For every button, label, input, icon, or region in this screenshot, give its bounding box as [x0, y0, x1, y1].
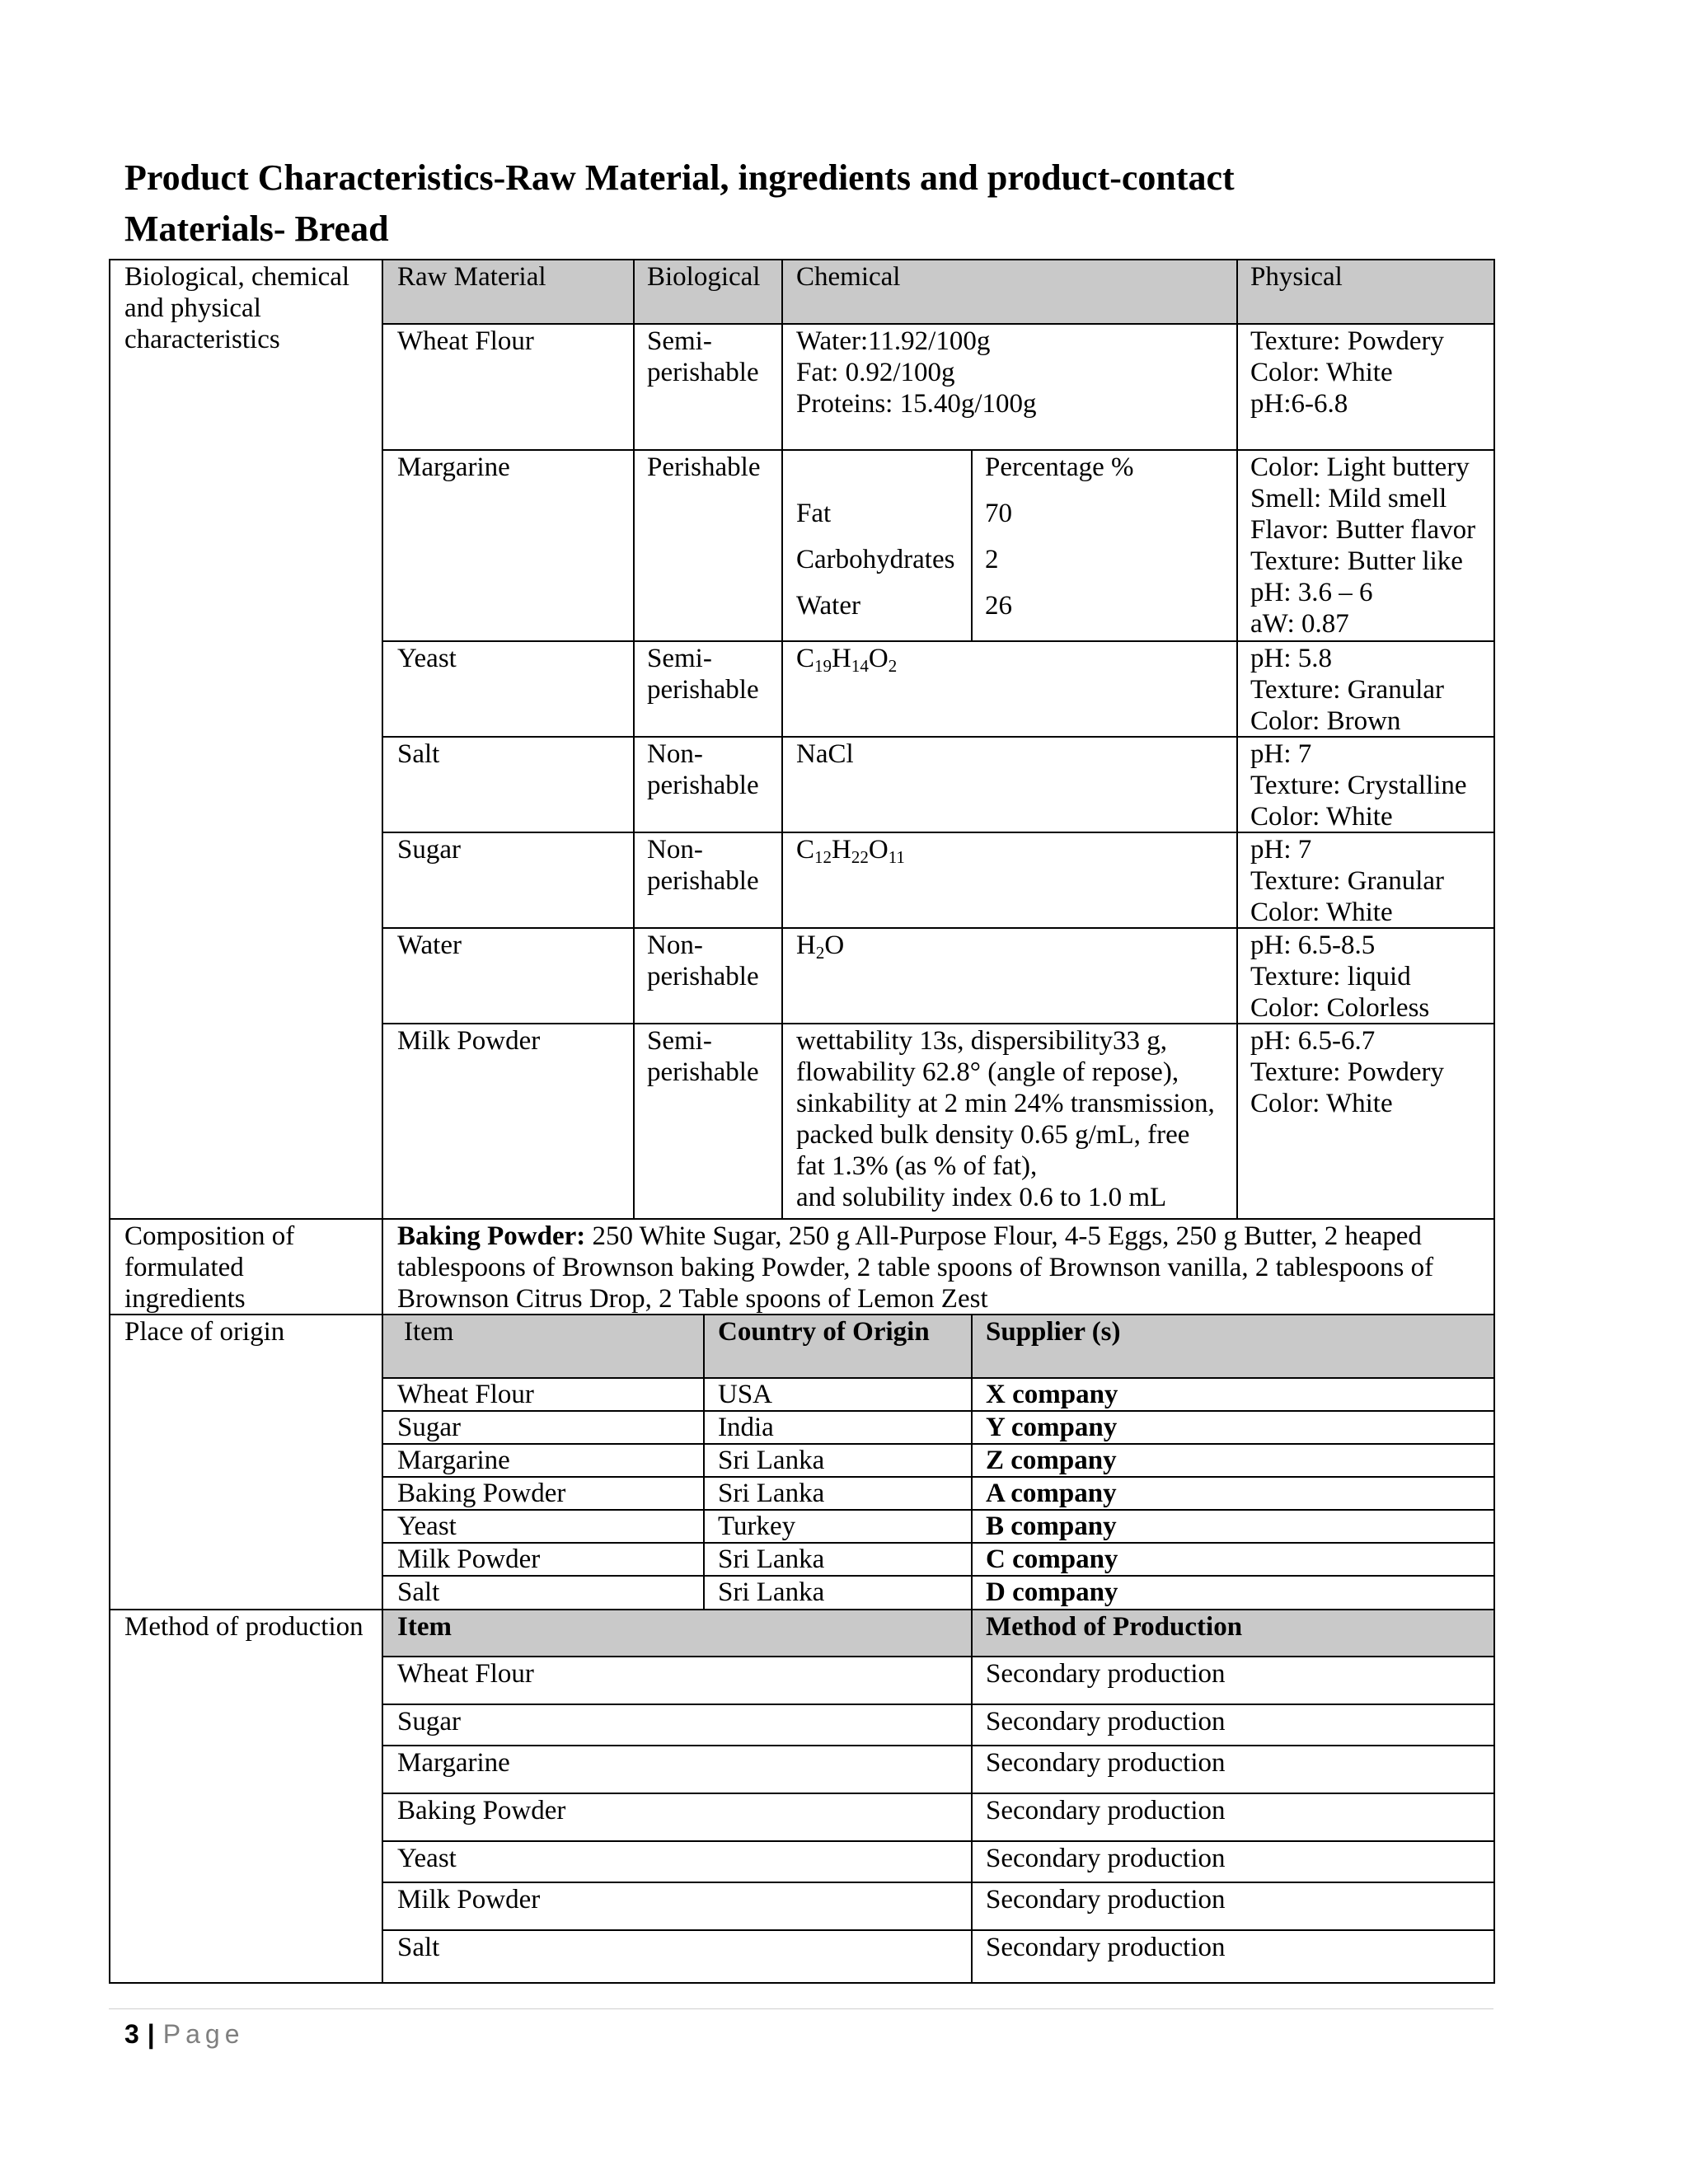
method-item: Sugar [397, 1707, 461, 1736]
margarine-carbohydrates-value: 2 [985, 545, 999, 574]
table-border-top [109, 259, 1495, 260]
section-label-method: Method of production [124, 1612, 363, 1642]
method-header-method: Method of Production [986, 1612, 1243, 1642]
method-value: Secondary production [986, 1933, 1226, 1962]
raw-row-biological: Non- perishable [647, 835, 759, 896]
method-row-divider [382, 1656, 1495, 1657]
raw-header-physical: Physical [1250, 262, 1343, 292]
raw-row-divider [382, 323, 1495, 325]
table-border-left [109, 259, 110, 1984]
composition-label: Baking Powder: [397, 1221, 586, 1251]
raw-row-biological: Perishable [647, 452, 761, 482]
method-header-item: Item [397, 1612, 452, 1642]
raw-row-chemical: NaCl [796, 739, 854, 769]
method-row-divider [382, 1704, 1495, 1705]
raw-row-chemical: Water:11.92/100g Fat: 0.92/100g Proteins: 15.40g/100g [796, 326, 1037, 419]
origin-country: Turkey [718, 1511, 796, 1541]
method-value: Secondary production [986, 1748, 1226, 1778]
origin-row-divider [382, 1410, 1495, 1412]
method-row-divider [382, 1793, 1495, 1794]
origin-row-divider [382, 1377, 1495, 1379]
method-row-divider [382, 1882, 1495, 1883]
page-title-line-1: Product Characteristics-Raw Material, ingredients and product-contact [124, 157, 1235, 198]
origin-country: India [718, 1413, 774, 1442]
origin-item: Yeast [397, 1511, 457, 1541]
origin-row-divider [382, 1575, 1495, 1577]
table-border-bottom [109, 1982, 1495, 1984]
margarine-carbohydrates-label: Carbohydrates [796, 545, 955, 574]
raw-header-material: Raw Material [397, 262, 546, 292]
method-row-divider [382, 1840, 1495, 1842]
origin-supplier: Z company [986, 1446, 1117, 1475]
origin-country: USA [718, 1380, 773, 1409]
raw-row-biological: Semi- perishable [647, 326, 759, 387]
raw-header-biological: Biological [647, 262, 761, 292]
footer-rule [109, 2008, 1493, 2009]
page-title-line-2: Materials- Bread [124, 209, 389, 249]
origin-item: Salt [397, 1577, 440, 1607]
method-item: Baking Powder [397, 1796, 566, 1825]
method-row-divider [382, 1929, 1495, 1931]
origin-country: Sri Lanka [718, 1479, 825, 1508]
origin-table-header-shade [382, 1315, 1495, 1378]
composition-text [397, 1221, 1485, 1315]
raw-row-biological: Semi- perishable [647, 1026, 759, 1087]
raw-row-physical: Color: Light buttery Smell: Mild smell Flavor: Butter flavor Texture: Butter like pH: 3.6 – 6 aW: 0.87 [1250, 452, 1476, 639]
origin-col-divider-1 [703, 1314, 705, 1610]
page-footer [124, 2018, 244, 2050]
raw-col-divider-2 [781, 259, 783, 1220]
composition-body: 250 White Sugar, 250 g All-Purpose Flour, 4-5 Eggs, 250 g Butter, 2 heaped tablespoons of Brownson baking Powder, 2 table spoons of Brownson vanilla, 2 tablespoons of Brownson Citrus Drop, 2 Table spoons of Lemon Zest [397, 1221, 1434, 1314]
raw-row-name: Water [397, 930, 462, 960]
origin-country: Sri Lanka [718, 1446, 825, 1475]
margarine-fat-value: 70 [985, 499, 1012, 528]
origin-country: Sri Lanka [718, 1544, 825, 1574]
raw-row-chemical: wettability 13s, dispersibility33 g, flowability 62.8° (angle of repose), sinkability at 2 min 24% transmission, packed bulk density 0.65 g/mL, free fat 1.3% (as % of fat), and solubility index 0.6 to 1.0 mL [796, 1026, 1215, 1212]
method-value: Secondary production [986, 1659, 1226, 1689]
section-label-composition: Composition of formulated ingredients [124, 1221, 295, 1314]
method-item: Salt [397, 1933, 440, 1962]
origin-item: Baking Powder [397, 1479, 566, 1508]
table-border-right [1493, 259, 1495, 1984]
raw-col-divider-3 [1236, 259, 1238, 1220]
raw-row-biological: Non- perishable [647, 739, 759, 800]
page-title [124, 152, 1526, 255]
margarine-water-value: 26 [985, 591, 1012, 621]
raw-row-biological: Semi- perishable [647, 644, 759, 705]
raw-row-name: Salt [397, 739, 440, 769]
label-column-divider [382, 259, 383, 1984]
section-divider-composition [109, 1218, 1495, 1220]
margarine-fat-label: Fat [796, 499, 832, 528]
method-value: Secondary production [986, 1796, 1226, 1825]
raw-row-name: Yeast [397, 644, 457, 673]
origin-row-divider [382, 1509, 1495, 1511]
raw-row-chemical-formula: $H_2O$ [796, 930, 845, 963]
section-label-characteristics: Biological, chemical and physical characteristics [124, 262, 350, 354]
origin-item: Sugar [397, 1413, 461, 1442]
method-item: Wheat Flour [397, 1659, 534, 1689]
footer-separator: | [147, 2019, 155, 2049]
method-item: Milk Powder [397, 1885, 541, 1915]
raw-row-physical: pH: 6.5-6.7 Texture: Powdery Color: White [1250, 1026, 1445, 1118]
raw-row-name: Margarine [397, 452, 510, 482]
origin-item: Wheat Flour [397, 1380, 534, 1409]
origin-header-country: Country of Origin [718, 1317, 930, 1347]
method-table-header-shade [382, 1610, 1495, 1657]
origin-country: Sri Lanka [718, 1577, 825, 1607]
method-value: Secondary production [986, 1885, 1226, 1915]
method-col-divider [971, 1609, 973, 1984]
origin-row-divider [382, 1443, 1495, 1445]
method-value: Secondary production [986, 1844, 1226, 1873]
origin-item: Milk Powder [397, 1544, 541, 1574]
origin-item: Margarine [397, 1446, 510, 1475]
origin-supplier: D company [986, 1577, 1118, 1607]
raw-row-chemical-formula: $C_{12}H_{22}O_{11}$ [796, 835, 905, 867]
origin-supplier: A company [986, 1479, 1117, 1508]
raw-row-chemical-formula: $C_{19}H_{14}O_2$ [796, 644, 898, 676]
origin-supplier: C company [986, 1544, 1118, 1574]
origin-header-item: Item [404, 1317, 454, 1347]
raw-row-physical: pH: 6.5-8.5 Texture: liquid Color: Colorless [1250, 930, 1430, 1023]
margarine-water-label: Water [796, 591, 860, 621]
raw-row-divider [382, 640, 1495, 642]
origin-row-divider [382, 1542, 1495, 1544]
raw-row-divider [382, 449, 1495, 451]
raw-row-physical: pH: 5.8 Texture: Granular Color: Brown [1250, 644, 1444, 736]
margarine-percentage-header: Percentage % [985, 452, 1134, 482]
origin-supplier: Y company [986, 1413, 1118, 1442]
raw-col-divider-1 [633, 259, 635, 1220]
method-row-divider [382, 1745, 1495, 1746]
raw-header-chemical: Chemical [796, 262, 901, 292]
origin-supplier: X company [986, 1380, 1118, 1409]
page-label: Page [162, 2019, 245, 2049]
raw-row-physical: pH: 7 Texture: Crystalline Color: White [1250, 739, 1467, 832]
origin-header-supplier: Supplier (s) [986, 1317, 1121, 1347]
raw-row-biological: Non- perishable [647, 930, 759, 991]
section-divider-method [109, 1609, 1495, 1610]
method-item: Margarine [397, 1748, 510, 1778]
raw-row-physical: pH: 7 Texture: Granular Color: White [1250, 835, 1444, 927]
origin-supplier: B company [986, 1511, 1117, 1541]
page-number: 3 [124, 2019, 139, 2049]
section-label-origin: Place of origin [124, 1317, 285, 1347]
raw-row-physical: Texture: Powdery Color: White pH:6-6.8 [1250, 326, 1445, 419]
raw-row-name: Milk Powder [397, 1026, 541, 1056]
margarine-inner-divider [971, 449, 973, 642]
method-item: Yeast [397, 1844, 457, 1873]
raw-row-name: Wheat Flour [397, 326, 534, 356]
origin-col-divider-2 [971, 1314, 973, 1610]
method-value: Secondary production [986, 1707, 1226, 1736]
raw-row-name: Sugar [397, 835, 461, 865]
